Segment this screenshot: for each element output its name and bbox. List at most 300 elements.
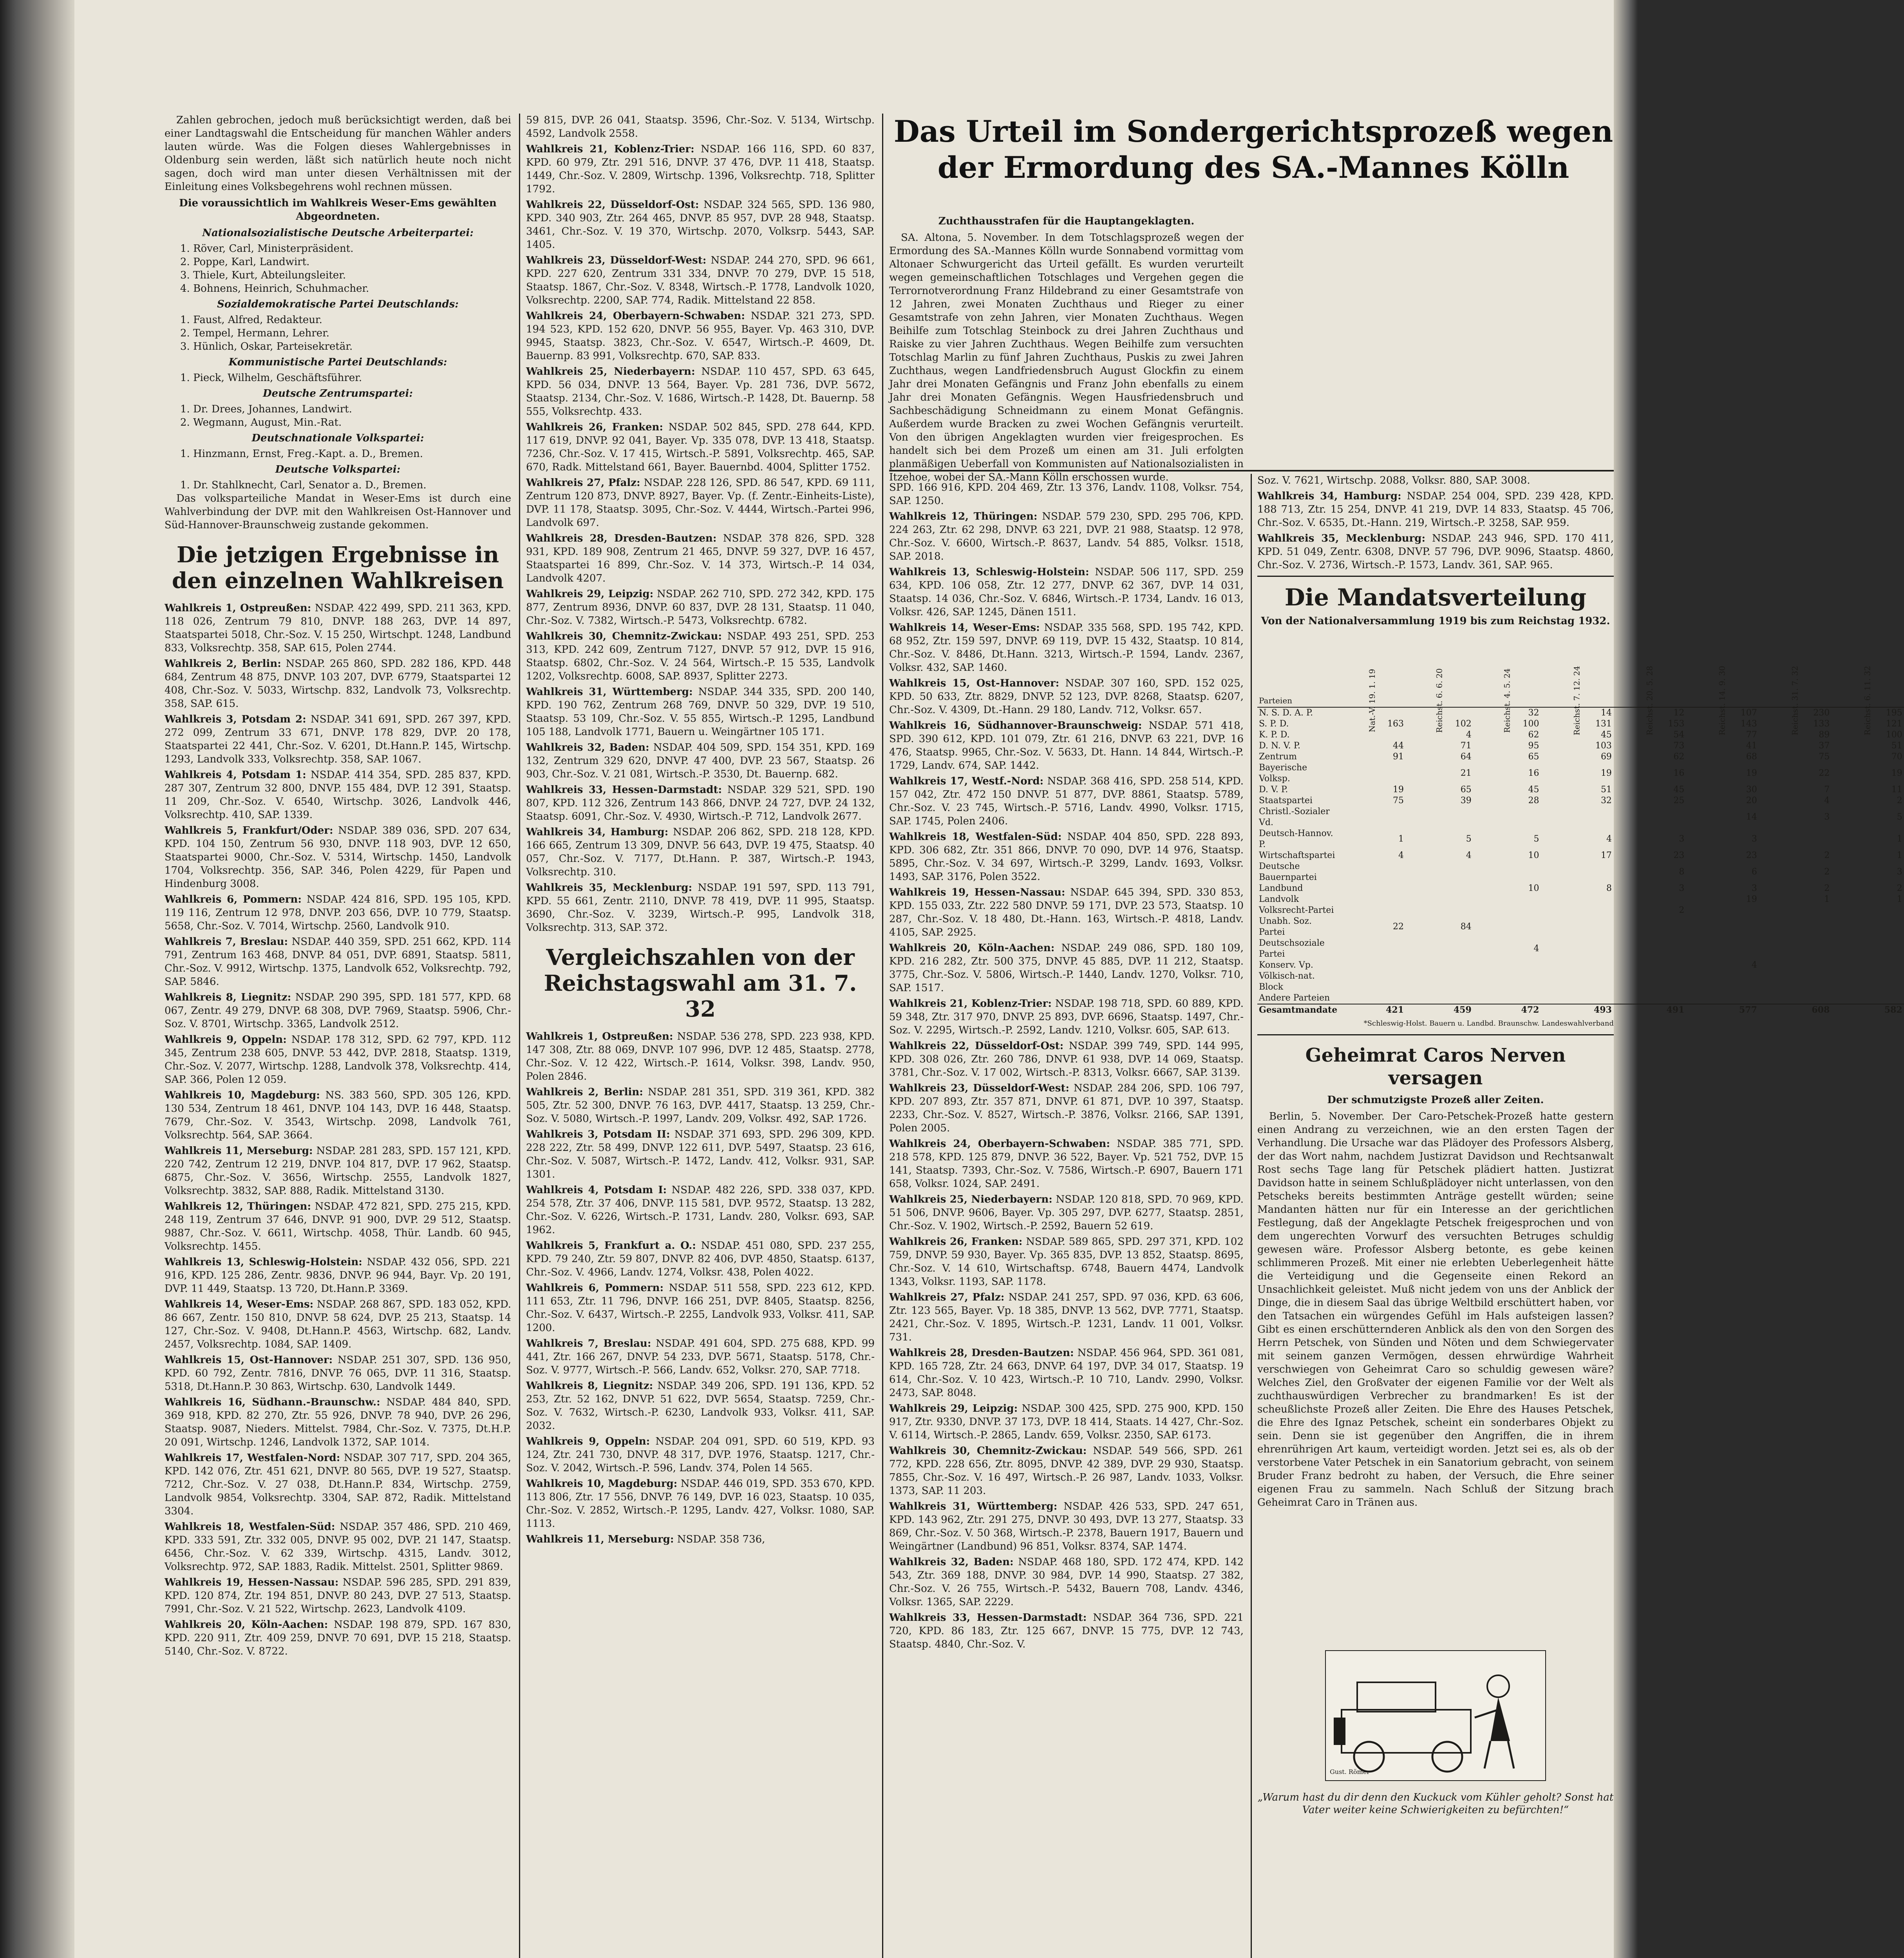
- seat-count-cell: [1473, 806, 1541, 828]
- seat-count-cell: 1: [1897, 894, 1902, 904]
- wahlkreis-entry: [889, 1346, 1244, 1400]
- seat-count-cell: 3: [1751, 883, 1757, 893]
- wahlkreis-name: Wahlkreis 22, Düsseldorf-Ost:: [526, 199, 699, 211]
- wahlkreis-entry: [889, 1291, 1244, 1344]
- column-3: [889, 211, 1244, 1958]
- wahlkreis-name: Wahlkreis 1, Ostpreußen:: [526, 1031, 673, 1042]
- wahlkreis-name: Wahlkreis 22, Düsseldorf-Ost:: [889, 1040, 1064, 1052]
- wahlkreis-results: NSDAP. 364 736, SPD. 221 720, KPD. 86 183, Ztr. 125 667, DNVP. 15 775, DVP. 12 743, Staatsp. 4840, Chr.-Soz. V.: [889, 1612, 1244, 1650]
- wahlkreis-results: NSDAP. 446 019, SPD. 353 670, KPD. 113 806, Ztr. 17 556, DNVP. 76 149, DVP. 16 023, Staatsp. 10 035, Chr.-Soz. V. 2852, Wirtsch.-P. 1295, Landv. 427, Volksr. 1080, SAP. 1113.: [526, 1478, 875, 1530]
- seat-count-cell: 75: [1819, 752, 1830, 762]
- wahlkreis-entry: [165, 1255, 511, 1295]
- seat-count-cell: 2: [1824, 851, 1830, 860]
- seat-count-cell: 143: [1740, 719, 1757, 729]
- seat-count-cell: 65: [1460, 785, 1472, 795]
- party-cell: N. S. D. A. P.: [1259, 708, 1313, 718]
- wahlkreis-results: NSDAP. 344 335, SPD. 200 140, KPD. 190 762, Zentrum 268 769, DNVP. 50 329, DVP. 19 510, Staatsp. 53 109, Chr.-Soz. V. 55 855, Wirtsch.-P. 1295, Landbund 105 188, Landvolk 1771, Bauern u. Weingärtner 105 171.: [526, 686, 875, 738]
- cartoon-caption: „Warum hast du dir denn den Kuckuck vom Kühler geholt? Sonst hat Vater weiter keine Schwierigkeiten zu befürchten!“: [1257, 1792, 1614, 1816]
- party-cell: Christl.-Sozialer Vd.: [1259, 807, 1330, 827]
- seat-count-cell: 4: [1466, 851, 1472, 860]
- wahlkreis-name: Wahlkreis 4, Potsdam I:: [526, 1184, 667, 1196]
- wahlkreis-results: NSDAP. 228 126, SPD. 86 547, KPD. 69 111, Zentrum 120 873, DNVP. 8927, Bayer. Vp. (f. Zentr.-Einheits-Liste), DVP. 11 178, Staatsp. 3095, Chr.-Soz. V. 4444, Wirtsch.-Partei 996, Landvolk 697.: [526, 477, 875, 529]
- seat-count-cell: [1759, 828, 1831, 850]
- party-name: Sozialdemokratische Partei Deutschlands:: [217, 298, 459, 310]
- seat-count-cell: 7: [1824, 785, 1830, 795]
- wahlkreis-entry: [526, 1183, 875, 1237]
- seat-count-cell: [1473, 916, 1541, 938]
- wahlkreis-entry: [889, 1235, 1244, 1288]
- elected-title: Die voraussichtlich im Wahlkreis Weser-Ems gewählten Abgeordneten.: [179, 197, 497, 222]
- wahlkreis-name: Wahlkreis 9, Oppeln:: [526, 1436, 650, 1447]
- seat-count-cell: 30: [1746, 785, 1757, 795]
- seat-count-cell: 121: [1886, 719, 1902, 729]
- wahlkreis-name: Wahlkreis 1, Ostpreußen:: [165, 602, 311, 614]
- wahlkreis-entry: [165, 1033, 511, 1086]
- wahlkreis-entry: [165, 1298, 511, 1351]
- seat-count-cell: 28: [1528, 796, 1539, 806]
- member-name: 3. Thiele, Kurt, Abteilungsleiter.: [180, 269, 346, 281]
- wahlkreis-results: NSDAP. 414 354, SPD. 285 837, KPD. 287 307, Zentrum 32 800, DNVP. 155 484, DVP. 12 391, Staatsp. 11 209, Chr.-Soz. V. 6540, Wirtschp. 3026, Landvolk 446, Volksrechtp. 410, SAP. 1339.: [165, 769, 512, 821]
- seat-count-cell: [1831, 971, 1904, 993]
- table-row: [1257, 971, 1904, 993]
- seat-count-cell: 2: [1897, 883, 1902, 893]
- outro-paragraph: Das volksparteiliche Mandat in Weser-Ems ist durch eine Wahlverbindung der DVP. mit den Wahlkreisen Ost-Hannover und Süd-Hannover-Braunschweig zustande gekommen.: [165, 493, 511, 531]
- seat-count-cell: 19: [1891, 768, 1902, 778]
- party-cell: Volksrecht-Partei: [1259, 905, 1334, 915]
- wahlkreis-name: Wahlkreis 13, Schleswig-Holstein:: [889, 566, 1089, 578]
- wahlkreis-results: NSDAP. 368 416, SPD. 258 514, KPD. 157 042, Ztr. 472 150 DNVP. 51 877, DVP. 8861, Staatsp. 5789, Chr.-Soz. V. 23 745, Wirtsch.-P. 5716, Landv. 4990, Volksr. 1715, SAP. 1745, Polen 2406.: [889, 775, 1244, 827]
- seat-count-cell: 32: [1528, 708, 1539, 718]
- party-cell: S. P. D.: [1259, 719, 1289, 729]
- intro-paragraph: Zahlen gebrochen, jedoch muß berücksichtigt werden, daß bei einer Landtagswahl die Entscheidung für manchen Wähler anders lauten würde. Was die Folgen dieses Wahlergebnisses in Oldenburg sein werden, läßt sich natürlich heute noch nicht sagen, doch wird man unter diesen Verhältnissen mit der Einleitung eines Volksbegehrens wohl rechnen müssen.: [165, 114, 511, 193]
- seat-count-cell: [1405, 960, 1473, 971]
- member-name: 4. Bohnens, Heinrich, Schuhmacher.: [180, 283, 369, 294]
- seat-count-cell: [1405, 971, 1473, 993]
- wahlkreis-entry: [1257, 474, 1614, 487]
- wahlkreis-name: Wahlkreis 35, Mecklenburg:: [526, 882, 693, 894]
- wahlkreis-results: NSDAP. 589 865, SPD. 297 371, KPD. 102 759, DNVP. 59 930, Bayer. Vp. 365 835, DVP. 13 852, Staatsp. 8695, Chr.-Soz. V. 14 610, Wirtschaftsp. 6748, Bauern 4474, Landvolk 1343, Volksr. 1193, SAP. 1178.: [889, 1236, 1244, 1288]
- seat-count-cell: 70: [1891, 752, 1902, 762]
- wahlkreis-name: Wahlkreis 11, Merseburg:: [165, 1145, 313, 1157]
- seat-count-cell: [1831, 960, 1904, 971]
- member-name: 2. Poppe, Karl, Landwirt.: [180, 256, 310, 268]
- wahlkreis-name: Wahlkreis 7, Breslau:: [526, 1338, 651, 1349]
- wahlkreis-entry: [526, 881, 875, 934]
- seat-count-cell: [1339, 905, 1405, 916]
- seat-count-cell: 3: [1751, 834, 1757, 844]
- wahlkreis-name: Wahlkreis 28, Dresden-Bautzen:: [889, 1347, 1074, 1359]
- wahlkreis-results: NSDAP. 378 826, SPD. 328 931, KPD. 189 908, Zentrum 21 465, DNVP. 59 327, DVP. 16 457, Staatspartei 16 899, Chr.-Soz. V. 14 373, Wirtsch.-P. 14 034, Landvolk 4207.: [526, 533, 875, 584]
- party-cell: Staatspartei: [1259, 796, 1313, 806]
- seat-count-cell: 73: [1673, 741, 1685, 751]
- wahlkreis-entry: [889, 719, 1244, 772]
- wahlkreis-entry: [526, 1435, 875, 1475]
- seat-count-cell: 4: [1751, 960, 1757, 970]
- wahlkreis-results: NSDAP. 451 080, SPD. 237 255, KPD. 79 240, Ztr. 59 807, DNVP. 82 406, DVP. 4850, Staatsp. 6137, Chr.-Soz. V. 4966, Landv. 1274, Volksr. 438, Polen 4022.: [526, 1240, 875, 1278]
- seat-count-cell: [1831, 993, 1904, 1004]
- member-name: 1. Pieck, Wilhelm, Geschäftsführer.: [180, 372, 362, 384]
- seat-count-cell: 16: [1528, 768, 1539, 778]
- seat-count-cell: 91: [1393, 752, 1404, 762]
- wahlkreis-entry: [889, 1611, 1244, 1651]
- wahlkreis-results: NSDAP. 110 457, SPD. 63 645, KPD. 56 034, DNVP. 13 564, Bayer. Vp. 281 736, DVP. 5672, Staatsp. 2134, Chr.-Soz. V. 1686, Wirtsch.-P. 1428, Dt. Bauernp. 58 555, Volksrechtp. 433.: [526, 366, 875, 417]
- wahlkreis-entry: [165, 1353, 511, 1393]
- wahlkreis-entry: [526, 198, 875, 251]
- seat-count-cell: 8: [1606, 883, 1612, 893]
- seat-count-cell: 51: [1891, 741, 1902, 751]
- wahlkreis-results: NSDAP. 484 840, SPD. 369 918, KPD. 82 270, Ztr. 55 926, DNVP. 78 940, DVP. 26 296, Staatsp. 9087, Nieders. Mittelst. 7984, Chr.-Soz. V. 7375, Dt.H.P. 20 091, Wirtschp. 1246, Landvolk 1372, SAP. 1014.: [165, 1396, 511, 1448]
- table-header-row: [1257, 631, 1904, 707]
- wahlkreis-results: NSDAP. 358 736,: [677, 1534, 765, 1545]
- seat-count-cell: 22: [1393, 922, 1404, 932]
- wahlkreis-entry: [165, 991, 511, 1031]
- seat-count-cell: [1339, 993, 1405, 1004]
- table-row: [1257, 905, 1904, 916]
- wahlkreis-results: NSDAP. 424 816, SPD. 195 105, KPD. 119 116, Zentrum 12 978, DNVP. 203 656, DVP. 10 779, Staatsp. 5658, Chr.-Soz. V. 7014, Wirtschp. 2560, Landvolk 910.: [165, 894, 512, 932]
- wahlkreis-entry: [889, 1082, 1244, 1135]
- wahlkreis-name: Wahlkreis 27, Pfalz:: [889, 1291, 1005, 1303]
- wahlkreis-entry: [526, 309, 875, 363]
- seat-count-cell: 2: [1824, 883, 1830, 893]
- divider: [1257, 576, 1614, 577]
- wahlkreis-results: NSDAP. 307 717, SPD. 204 365, KPD. 142 076, Ztr. 451 621, DNVP. 80 565, DVP. 19 527, Staatsp. 7212, Chr.-Soz. V. 27 038, Dt.Hann.P. 834, Wirtschp. 2759, Landvolk 9854, Volksrechtp. 3304, SAP. 872, Radik. Mittelstand 3304.: [165, 1452, 512, 1517]
- seat-count-cell: [1613, 938, 1686, 960]
- seat-count-cell: [1541, 894, 1613, 905]
- wahlkreis-entry: [165, 1089, 511, 1142]
- seat-count-cell: 131: [1595, 719, 1612, 729]
- geheimrat-body: Berlin, 5. November. Der Caro-Petschek-Prozeß hatte gestern einen Andrang zu verzeichnen, wie an den ersten Tagen der Verhandlung. Die Ursache war das Plädoyer des Professors Alsberg, der das Wort nahm, nachdem Justizrat Davidson und Rechtsanwalt Rost sechs Tage lang für Petschek plädiert hatten. Justizrat Davidson hatte in seinem Schlußplädoyer nicht unterlassen, von den Petscheks bereits bestimmten Anträge gestellt würden; seine Mandanten hätten nur für ein Interesse an der gerichtlichen Festlegung, daß der Angeklagte Petschek freigesprochen und von dem ungerechten Vorwurf des versuchten Betruges schuldig gewesen wäre. Professor Alsberg betonte, es gebe keinen schlimmeren Prozeß. Mit einer nie erlebten Ueberlegenheit hätte die Verteidigung und die Gegenseite einen Rekord an Unsachlichkeit geleistet. Muß nicht jedem von uns der Anblick der Dinge, die in diesem Saal das übrige Weltbild erschüttert haben, vor den Tatsachen ein würgendes Gefühl im Hals aufsteigen lassen? Gibt es einen erschütternderen Anblick als den von den Sorgen des Herrn Petschek, von Sünden und Nöten und dem Schwiegervater mit seinem ganzen Vermögen, dessen ehrwürdige Wahrheit verschwiegen von Geheimrat Caro so schuldig gewesen wäre? Welches Ziel, den Großvater der eigenen Familie vor der Welt als zuchthauswürdigen Verbrecher zu brandmarken! Es ist der scheußlichste Prozeß aller Zeiten. Die Ehre des Hauses Petschek, die Ehre des Ignaz Petschek, scheint ein sonderbares Objekt zu sein. Denn sie ist gegenüber den Angriffen, die in ihrem ehrenrührigen Art kaum, verteidigt worden. Jetzt sei es, als ob der verstorbene Vater Petschek in ein Sanatorium gebracht, von seinem Bruder Franz bedroht zu haben, der Versuch, die Ehre seiner eigenen Frau zu sammeln. Nach Schluß der Sitzung brach Geheimrat Caro in Tränen aus.: [1257, 1111, 1614, 1508]
- seat-count-cell: 5: [1533, 834, 1539, 844]
- seat-count-cell: 133: [1813, 719, 1830, 729]
- wahlkreis-entry: [889, 775, 1244, 828]
- compare-list: [889, 481, 1244, 1651]
- column-1: [165, 114, 511, 1958]
- member-name: 1. Dr. Stahlknecht, Carl, Senator a. D., Bremen.: [180, 479, 427, 491]
- seat-count-cell: 19: [1746, 894, 1757, 904]
- total-cell: 421: [1339, 1004, 1405, 1015]
- wahlkreis-name: Wahlkreis 9, Oppeln:: [165, 1034, 287, 1046]
- wahlkreis-name: Wahlkreis 18, Westfalen-Süd:: [889, 831, 1062, 843]
- seat-count-cell: [1473, 971, 1541, 993]
- seat-count-cell: [1339, 861, 1405, 883]
- mandat-subtitle: Von der Nationalversammlung 1919 bis zum Reichstag 1932.: [1261, 615, 1610, 627]
- wahlkreis-name: Wahlkreis 23, Düsseldorf-West:: [889, 1082, 1069, 1094]
- wahlkreis-results: NSDAP. 281 351, SPD. 319 361, KPD. 382 505, Ztr. 52 300, DNVP. 76 163, DVP. 4417, Staatsp. 13 259, Chr.-Soz. V. 5080, Wirtsch.-P. 1997, Landv. 209, Volksr. 492, SAP. 1726.: [526, 1086, 875, 1125]
- wahlkreis-name: Wahlkreis 33, Hessen-Darmstadt:: [889, 1612, 1087, 1624]
- total-cell: 582: [1831, 1004, 1904, 1015]
- wahlkreis-results: 59 815, DVP. 26 041, Staatsp. 3596, Chr.-Soz. V. 5134, Wirtschp. 4592, Landvolk 2558.: [526, 114, 875, 139]
- wahlkreis-name: Wahlkreis 33, Hessen-Darmstadt:: [526, 784, 722, 796]
- column-rule: [882, 114, 883, 1958]
- seat-count-cell: [1759, 993, 1831, 1004]
- wahlkreis-name: Wahlkreis 29, Leipzig:: [526, 588, 654, 600]
- seat-count-cell: [1613, 916, 1686, 938]
- wahlkreis-entry: [889, 1500, 1244, 1553]
- seat-count-cell: [1339, 971, 1405, 993]
- wahlkreis-results: NSDAP. 645 394, SPD. 330 853, KPD. 155 033, Ztr. 222 580 DNVP. 59 171, DVP. 23 573, Staatsp. 10 287, Chr.-Soz. V. 18 480, Dt.-Hann. 163, Wirtsch.-P. 4818, Landv. 4105, SAP. 2925.: [889, 887, 1244, 938]
- seat-count-cell: 1: [1897, 851, 1902, 860]
- wahlkreis-name: Wahlkreis 17, Westfalen-Nord:: [165, 1452, 340, 1464]
- wahlkreis-name: Wahlkreis 25, Niederbayern:: [889, 1194, 1052, 1205]
- seat-count-cell: [1405, 806, 1473, 828]
- headline-urteil: Das Urteil im Sondergerichtsprozeß wegen der Ermordung des SA.-Mannes Kölln: [893, 114, 1613, 185]
- seat-count-cell: 6: [1751, 867, 1757, 877]
- seat-count-cell: [1613, 993, 1686, 1004]
- wahlkreis-results: NSDAP. 191 597, SPD. 113 791, KPD. 55 661, Zentr. 2110, DNVP. 78 419, DVP. 11 995, Staatsp. 3690, Chr.-Soz. V. 3239, Wirtsch.-P. 995, Landvolk 318, Volksrechtp. 313, SAP. 372.: [526, 882, 875, 934]
- cartoon-illustration: [1325, 1650, 1546, 1781]
- seat-count-cell: 75: [1393, 796, 1404, 806]
- table-row: [1257, 762, 1904, 784]
- wahlkreis-name: Wahlkreis 30, Chemnitz-Zwickau:: [889, 1445, 1087, 1457]
- wahlkreis-name: Wahlkreis 32, Baden:: [889, 1556, 1014, 1568]
- seat-count-cell: 32: [1600, 796, 1612, 806]
- sheet: [155, 98, 1902, 1958]
- member-name: 2. Wegmann, August, Min.-Rat.: [180, 417, 342, 428]
- wahlkreis-name: Wahlkreis 32, Baden:: [526, 742, 649, 753]
- article-body: SA. Altona, 5. November. In dem Totschlagsprozeß wegen der Ermordung des SA.-Mannes Kölln wurde Sonnabend vormittag vom Altonaer Schwurgericht das Urteil gefällt. Es wurden verurteilt wegen gemeinschaftlichen Totschlages und Vergehen gegen die Terrornotverordnung Franz Hildebrand zu einer Gesamtstrafe von 12 Jahren, zwei Monaten Zuchthaus und Rieger zu einer Gesamtstrafe von zehn Jahren, vier Monaten Zuchthaus. Wegen Beihilfe zum Totschlag Steinbock zu drei Jahren Zuchthaus und Raiske zu vier Jahren Zuchthaus. Wegen Beihilfe zum versuchten Totschlag Marlin zu fünf Jahren Zuchthaus, Puskis zu zwei Jahren Zuchthaus, wegen Landfriedensbruch August Glockfin zu einem Jahr drei Monaten Gefängnis und Franz John ebenfalls zu einem Jahr drei Monaten Gefängnis. Wegen Hausfriedensbruch und Sachbeschädigung Schneidmann zu einem Monat Gefängnis. Außerdem wurde Bracken zu zwei Wochen Gefängnis verurteilt. Von den übrigen Angeklagten wurden vier freigesprochen. Es handelt sich bei dem Prozeß um einen am 31. Juli erfolgten planmäßigen Ueberfall von Kommunisten auf Nationalsozialisten in Itzehoe, wobei der SA.-Mann Kölln erschossen wurde.: [889, 232, 1244, 483]
- seat-count-cell: 4: [1533, 944, 1539, 954]
- member-name: 1. Dr. Drees, Johannes, Landwirt.: [180, 403, 352, 415]
- member-name: 1. Hinzmann, Ernst, Freg.-Kapt. a. D., Bremen.: [180, 448, 423, 460]
- seat-count-cell: [1541, 993, 1613, 1004]
- member-name: 3. Hünlich, Oskar, Parteisekretär.: [180, 341, 353, 352]
- wahlkreis-results: NSDAP. 571 418, SPD. 390 612, KPD. 101 079, Ztr. 61 216, DNVP. 63 221, DVP. 16 476, Staatsp. 9965, Chr.-Soz. V. 5633, Dt. Hann. 14 844, Wirtsch.-P. 1729, Landv. 674, SAP. 1442.: [889, 720, 1244, 771]
- wahlkreis-entry: [526, 143, 875, 196]
- wahlkreis-results: NSDAP. 254 004, SPD. 239 428, KPD. 188 713, Ztr. 15 254, DNVP. 41 219, DVP. 14 833, Staatsp. 45 706, Chr.-Soz. V. 6535, Dt.-Hann. 219, Wirtsch.-P. 3258, SAP. 959.: [1257, 490, 1614, 529]
- seat-count-cell: [1759, 916, 1831, 938]
- wahlkreis-entry: [889, 1555, 1244, 1609]
- wahlkreis-entry: [165, 1200, 511, 1253]
- table-row: [1257, 960, 1904, 971]
- seat-count-cell: [1759, 905, 1831, 916]
- wahlkreis-entry: [889, 941, 1244, 995]
- wahlkreis-results: NSDAP. 472 821, SPD. 275 215, KPD. 248 119, Zentrum 37 646, DNVP. 91 900, DVP. 29 512, Staatsp. 9887, Chr.-Soz. V. 6611, Wirtschp. 4058, Thür. Landb. 60 945, Volksrechtp. 1455.: [165, 1201, 512, 1252]
- seat-count-cell: [1473, 993, 1541, 1004]
- table-row: [1257, 806, 1904, 828]
- wahlkreis-name: Wahlkreis 34, Hamburg:: [526, 826, 669, 838]
- party-cell: K. P. D.: [1259, 730, 1290, 740]
- wahlkreis-name: Wahlkreis 23, Düsseldorf-West:: [526, 255, 707, 266]
- wahlkreis-entry: [165, 768, 511, 822]
- wahlkreis-name: Wahlkreis 31, Württemberg:: [889, 1501, 1058, 1512]
- seat-count-cell: 22: [1819, 768, 1830, 778]
- seat-count-cell: [1339, 883, 1405, 894]
- seat-count-cell: 89: [1819, 730, 1830, 740]
- seat-count-cell: [1405, 905, 1473, 916]
- seat-count-cell: 107: [1740, 708, 1757, 718]
- wahlkreis-results: NSDAP. 204 091, SPD. 60 519, KPD. 93 124, Ztr. 241 730, DNVP. 48 317, DVP. 1976, Staatsp. 1217, Chr.-Soz. V. 2042, Wirtsch.-P. 596, Landv. 374, Polen 14 565.: [526, 1436, 875, 1474]
- seat-count-cell: 5: [1466, 834, 1472, 844]
- wahlkreis-entry: [165, 1618, 511, 1658]
- seat-count-cell: [1473, 960, 1541, 971]
- wahlkreis-results: NSDAP. 389 036, SPD. 207 634, KPD. 104 150, Zentrum 56 930, DNVP. 118 903, DVP. 12 650, Staatspartei 9000, Chr.-Soz. V. 5314, Wirtschp. 1450, Landvolk 1704, Volksrechtp. 356, SAP. 346, Polen 4229, für Papen und Hindenburg 3008.: [165, 825, 511, 890]
- column-4: [1257, 474, 1902, 1958]
- geheimrat-title: Geheimrat Caros Nerven versagen: [1305, 1044, 1566, 1089]
- seat-count-cell: 21: [1460, 768, 1472, 778]
- wahlkreis-entry: [526, 1030, 875, 1083]
- seat-count-cell: 45: [1673, 785, 1685, 795]
- wahlkreis-name: Wahlkreis 21, Koblenz-Trier:: [526, 143, 694, 155]
- total-cell: 459: [1405, 1004, 1473, 1015]
- wahlkreis-results: NSDAP. 549 566, SPD. 261 772, KPD. 228 656, Ztr. 8095, DNVP. 42 389, DVP. 29 930, Staatsp. 7855, Chr.-Soz. V. 16 497, Wirtsch.-P. 26 987, Landv. 1033, Volksr. 1373, SAP. 11 203.: [889, 1445, 1244, 1497]
- party-name: Nationalsozialistische Deutsche Arbeiterpartei:: [202, 227, 474, 239]
- wahlkreis-entry: [889, 1039, 1244, 1079]
- seat-count-cell: [1613, 960, 1686, 971]
- cartoon-signature: Gust. Römer: [1330, 1768, 1370, 1776]
- seat-count-cell: 45: [1600, 730, 1612, 740]
- wahlkreis-name: Wahlkreis 4, Potsdam 1:: [165, 769, 306, 781]
- seat-count-cell: 2: [1679, 905, 1685, 915]
- wahlkreis-name: Wahlkreis 35, Mecklenburg:: [1257, 533, 1426, 544]
- seat-count-cell: [1541, 938, 1613, 960]
- wahlkreis-name: Wahlkreis 6, Pommern:: [165, 894, 302, 905]
- table-row: [1257, 938, 1904, 960]
- seat-count-cell: [1473, 894, 1541, 905]
- wahlkreis-entry: [526, 1128, 875, 1181]
- wahlkreis-name: Wahlkreis 3, Potsdam II:: [526, 1129, 670, 1140]
- seat-count-cell: 64: [1460, 752, 1472, 762]
- wahlkreis-entry: [526, 114, 875, 140]
- total-label: Gesamtmandate: [1257, 1004, 1339, 1015]
- seat-count-cell: 5: [1897, 812, 1902, 822]
- seat-count-cell: 41: [1746, 741, 1757, 751]
- seat-count-cell: [1541, 916, 1613, 938]
- wahlkreis-results: NSDAP. 321 273, SPD. 194 523, KPD. 152 620, DNVP. 56 955, Bayer. Vp. 463 310, DVP. 9945, Staatsp. 3823, Chr.-Soz. V. 6547, Wirtsch.-P. 4609, Dt. Bauernp. 83 991, Volksrechtp. 670, SAP. 833.: [526, 310, 875, 362]
- party-cell: Unabh. Soz. Partei: [1259, 916, 1312, 937]
- wahlkreis-results: NSDAP. 349 206, SPD. 191 136, KPD. 52 253, Ztr. 52 162, DNVP. 51 622, DVP. 5654, Staatsp. 7259, Chr.-Soz. V. 7632, Wirtsch.-P. 6230, Landvolk 933, Volksr. 411, SAP. 2032.: [526, 1380, 875, 1432]
- election-date: Reichst. 4. 5. 24: [1502, 668, 1512, 733]
- table-row: [1257, 894, 1904, 905]
- article-subhead: Zuchthausstrafen für die Hauptangeklagten.: [938, 215, 1195, 227]
- seat-count-cell: 3: [1679, 834, 1685, 844]
- party-name: Deutsche Volkspartei:: [275, 464, 401, 475]
- wahlkreis-results: NSDAP. 456 964, SPD. 361 081, KPD. 165 728, Ztr. 24 663, DNVP. 64 197, DVP. 34 017, Staatsp. 19 614, Chr.-Soz. V. 10 423, Wirtsch.-P. 10 710, Landv. 2990, Volksr. 2473, SAP. 8048.: [889, 1347, 1244, 1399]
- compare-list: [1257, 474, 1614, 572]
- wahlkreis-results: NSDAP. 341 691, SPD. 267 397, KPD. 272 099, Zentrum 33 671, DNVP. 178 829, DVP. 20 178, Staatspartei 22 441, Chr.-Soz. V. 6201, Dt.Hann.P. 145, Wirtschp. 1293, Landvolk 333, Volksrechtp. 358, SAP. 1067.: [165, 713, 512, 765]
- wahlkreis-results: NSDAP. 440 359, SPD. 251 662, KPD. 114 791, Zentrum 163 468, DNVP. 84 051, DVP. 6891, Staatsp. 5811, Chr.-Soz. V. 9912, Wirtschp. 1375, Landvolk 652, Volksrechtp. 792, SAP. 5846.: [165, 936, 511, 988]
- wahlkreis-name: Wahlkreis 2, Berlin:: [165, 658, 281, 670]
- wahlkreis-name: Wahlkreis 5, Frankfurt/Oder:: [165, 825, 333, 836]
- wahlkreis-results: NSDAP. 371 693, SPD. 296 309, KPD. 228 222, Ztr. 58 499, DNVP. 122 611, DVP. 5497, Staatsp. 23 616, Chr.-Soz. V. 5087, Wirtsch.-P. 1472, Landv. 412, Volksr. 931, SAP. 1301.: [526, 1129, 875, 1180]
- member-name: 1. Faust, Alfred, Redakteur.: [180, 314, 322, 326]
- wahlkreis-name: Wahlkreis 16, Südhannover-Braunschweig:: [889, 720, 1142, 732]
- seat-count-cell: [1759, 938, 1831, 960]
- party-cell: Landvolk: [1259, 894, 1299, 904]
- seat-count-cell: [1339, 762, 1405, 784]
- wahlkreis-results: NSDAP. 268 867, SPD. 183 052, KPD. 86 667, Zentr. 150 810, DNVP. 58 624, DVP. 25 213, Staatsp. 14 127, Chr.-Soz. V. 9408, Dt.Hann.P. 4563, Wirtschp. 682, Landv. 2457, Volksrechtp. 1084, SAP. 1409.: [165, 1299, 512, 1350]
- seat-count-cell: 23: [1673, 851, 1685, 860]
- wahlkreis-entry: [526, 532, 875, 585]
- total-cell: 577: [1686, 1004, 1758, 1015]
- seat-count-cell: 12: [1673, 708, 1685, 718]
- election-date: Nat.-V. 19. 1. 19: [1367, 669, 1377, 732]
- seat-count-cell: 4: [1824, 796, 1830, 806]
- wahlkreis-name: Wahlkreis 5, Frankfurt a. O.:: [526, 1240, 696, 1252]
- seat-count-cell: [1541, 806, 1613, 828]
- wahlkreis-name: Wahlkreis 16, Südhann.-Braunschw.:: [165, 1396, 380, 1408]
- seat-count-cell: [1339, 806, 1405, 828]
- seat-count-cell: 10: [1528, 883, 1539, 893]
- wahlkreis-entry: [165, 935, 511, 988]
- wahlkreis-entry: [165, 657, 511, 710]
- wahlkreis-results: NSDAP. 324 565, SPD. 136 980, KPD. 340 903, Ztr. 264 465, DNVP. 85 957, DVP. 28 948, Staatsp. 3461, Chr.-Soz. V. 19 370, Wirtschp. 2070, Volksrp. 5443, SAP. 1405.: [526, 199, 875, 251]
- table-row: [1257, 751, 1904, 762]
- wahlkreis-results: NSDAP. 265 860, SPD. 282 186, KPD. 448 684, Zentrum 48 875, DNVP. 103 207, DVP. 6779, Staatspartei 12 408, Chr.-Soz. V. 5033, Wirtschp. 832, Landvolk 73, Volksrechtp. 358, SAP. 615.: [165, 658, 511, 710]
- party-cell: Deutsche Bauernpartei: [1259, 862, 1317, 882]
- wahlkreis-entry: [889, 510, 1244, 563]
- wahlkreis-entry: [1257, 490, 1614, 529]
- table-row: [1257, 741, 1904, 751]
- seat-count-cell: 65: [1528, 752, 1539, 762]
- wahlkreis-results: NSDAP. 307 160, SPD. 152 025, KPD. 50 633, Ztr. 8829, DNVP. 52 123, DVP. 8268, Staatsp. 6207, Chr.-Soz. V. 4309, Dt.-Hann. 29 180, Landv. 712, Volksr. 657.: [889, 677, 1244, 716]
- seat-count-cell: 153: [1668, 719, 1685, 729]
- party-name: Deutschnationale Volkspartei:: [251, 432, 424, 444]
- wahlkreis-results: NSDAP. 404 850, SPD. 228 893, KPD. 306 682, Ztr. 351 866, DNVP. 70 090, DVP. 14 976, Staatsp. 5895, Chr.-Soz. V. 34 697, Wirtsch.-P. 3299, Landv. 1693, Volksr. 1493, SAP. 3176, Polen 3522.: [889, 831, 1244, 883]
- party-cell: Völkisch-nat. Block: [1259, 971, 1315, 992]
- wahlkreis-entry: [526, 1086, 875, 1125]
- wahlkreis-name: Wahlkreis 3, Potsdam 2:: [165, 713, 306, 725]
- column-2: [526, 114, 875, 1958]
- seat-count-cell: 84: [1460, 922, 1472, 932]
- seat-count-cell: [1686, 916, 1758, 938]
- wahlkreis-name: Wahlkreis 21, Koblenz-Trier:: [889, 998, 1052, 1010]
- seat-count-cell: [1831, 938, 1904, 960]
- seat-count-cell: 14: [1600, 708, 1612, 718]
- wahlkreis-results: NSDAP. 493 251, SPD. 253 313, KPD. 242 609, Zentrum 7127, DNVP. 57 912, DVP. 15 916, Staatsp. 6802, Chr.-Soz. V. 24 564, Wirtsch.-P. 15 535, Landvolk 1202, Volksrechtp. 6008, SAP. 8937, Splitter 2273.: [526, 630, 875, 682]
- wahlkreis-name: Wahlkreis 26, Franken:: [526, 421, 663, 433]
- election-date: Reichst. 31. 7. 32: [1790, 666, 1800, 735]
- car-cartoon-image: [1326, 1651, 1545, 1780]
- seat-count-cell: 69: [1600, 752, 1612, 762]
- wahlkreis-results: NSDAP. 281 283, SPD. 157 121, KPD. 220 742, Zentrum 12 219, DNVP. 104 817, DVP. 17 962, Staatsp. 6875, Chr.-Soz. V. 3656, Wirtschp. 2555, Landvolk 1827, Volksrechtp. 3832, SAP. 888, Radik. Mittelstand 3130.: [165, 1145, 512, 1197]
- wahlkreis-results: NSDAP. 243 946, SPD. 170 411, KPD. 51 049, Zentr. 6308, DNVP. 57 796, DVP. 9096, Staatsp. 4860, Chr.-Soz. V. 2736, Wirtsch.-P. 1573, Landv. 361, SAP. 965.: [1257, 533, 1614, 571]
- seat-count-cell: [1405, 883, 1473, 894]
- seat-count-cell: 100: [1522, 719, 1539, 729]
- seat-count-cell: 39: [1460, 796, 1472, 806]
- wahlkreis-entry: [526, 365, 875, 418]
- wahlkreis-entry: [165, 1144, 511, 1198]
- table-row: [1257, 784, 1904, 795]
- election-date: Reichst. 20. 5. 28: [1645, 666, 1654, 735]
- seat-count-cell: 3: [1897, 867, 1902, 877]
- seat-count-cell: [1541, 960, 1613, 971]
- wahlkreis-results: NSDAP. 244 270, SPD. 96 661, KPD. 227 620, Zentrum 331 334, DNVP. 70 279, DVP. 15 518, Staatsp. 1867, Chr.-Soz. V. 8348, Wirtsch.-P. 1778, Landvolk 1020, Volksrechtp. 2200, SAP. 774, Radik. Mittelstand 22 858.: [526, 255, 875, 306]
- wahlkreis-results: NSDAP. 536 278, SPD. 223 938, KPD. 147 308, Ztr. 88 069, DNVP. 107 996, DVP. 12 485, Staatsp. 2778, Chr.-Soz. V. 12 422, Wirtsch.-P. 1614, Volksr. 398, Landv. 950, Polen 2846.: [526, 1031, 875, 1082]
- wahlkreis-entry: [526, 741, 875, 781]
- seat-count-cell: 62: [1528, 730, 1539, 740]
- seat-count-cell: 8: [1679, 867, 1685, 877]
- wahlkreis-results: NSDAP. 284 206, SPD. 106 797, KPD. 207 893, Ztr. 357 871, DNVP. 61 871, DVP. 10 397, Staatsp. 2233, Chr.-Soz. V. 8527, Wirtsch.-P. 3876, Volksr. 2166, SAP. 1391, Polen 2005.: [889, 1082, 1244, 1134]
- column-rule: [1251, 474, 1252, 1958]
- wahlkreis-results: NSDAP. 506 117, SPD. 259 634, KPD. 106 058, Ztr. 12 277, DNVP. 62 367, DVP. 14 031, Staatsp. 14 036, Chr.-Soz. V. 6846, Wirtsch.-P. 1734, Landv. 16 013, Volksr. 426, SAP. 1245, Dänen 1511.: [889, 566, 1244, 618]
- wahlkreis-results: NSDAP. 198 718, SPD. 60 889, KPD. 59 348, Ztr. 317 970, DNVP. 25 893, DVP. 6696, Staatsp. 1497, Chr.-Soz. V. 2295, Wirtsch.-P. 2592, Landv. 1210, Volksr. 605, SAP. 613.: [889, 998, 1244, 1036]
- wahlkreis-entry: [526, 476, 875, 529]
- wahlkreis-name: Wahlkreis 8, Liegnitz:: [165, 992, 291, 1003]
- election-date: Reichst. 7. 12. 24: [1572, 666, 1582, 735]
- seat-count-cell: [1831, 905, 1904, 916]
- seat-count-cell: [1686, 993, 1758, 1004]
- seat-count-cell: 19: [1746, 768, 1757, 778]
- seat-count-cell: 19: [1600, 768, 1612, 778]
- total-cell: 491: [1613, 1004, 1686, 1015]
- wahlkreis-entry: [526, 587, 875, 627]
- wahlkreis-entry: [526, 1533, 875, 1546]
- seat-count-cell: [1759, 960, 1831, 971]
- wahlkreis-name: Wahlkreis 10, Magdeburg:: [165, 1089, 320, 1101]
- elected-list: [165, 226, 511, 492]
- wahlkreis-results: NSDAP. 251 307, SPD. 136 950, KPD. 60 792, Zentr. 7816, DNVP. 76 065, DVP. 11 316, Staatsp. 5318, Dt.Hann.P. 30 863, Wirtschp. 630, Landvolk 1449.: [165, 1354, 511, 1393]
- seat-count-cell: [1541, 861, 1613, 883]
